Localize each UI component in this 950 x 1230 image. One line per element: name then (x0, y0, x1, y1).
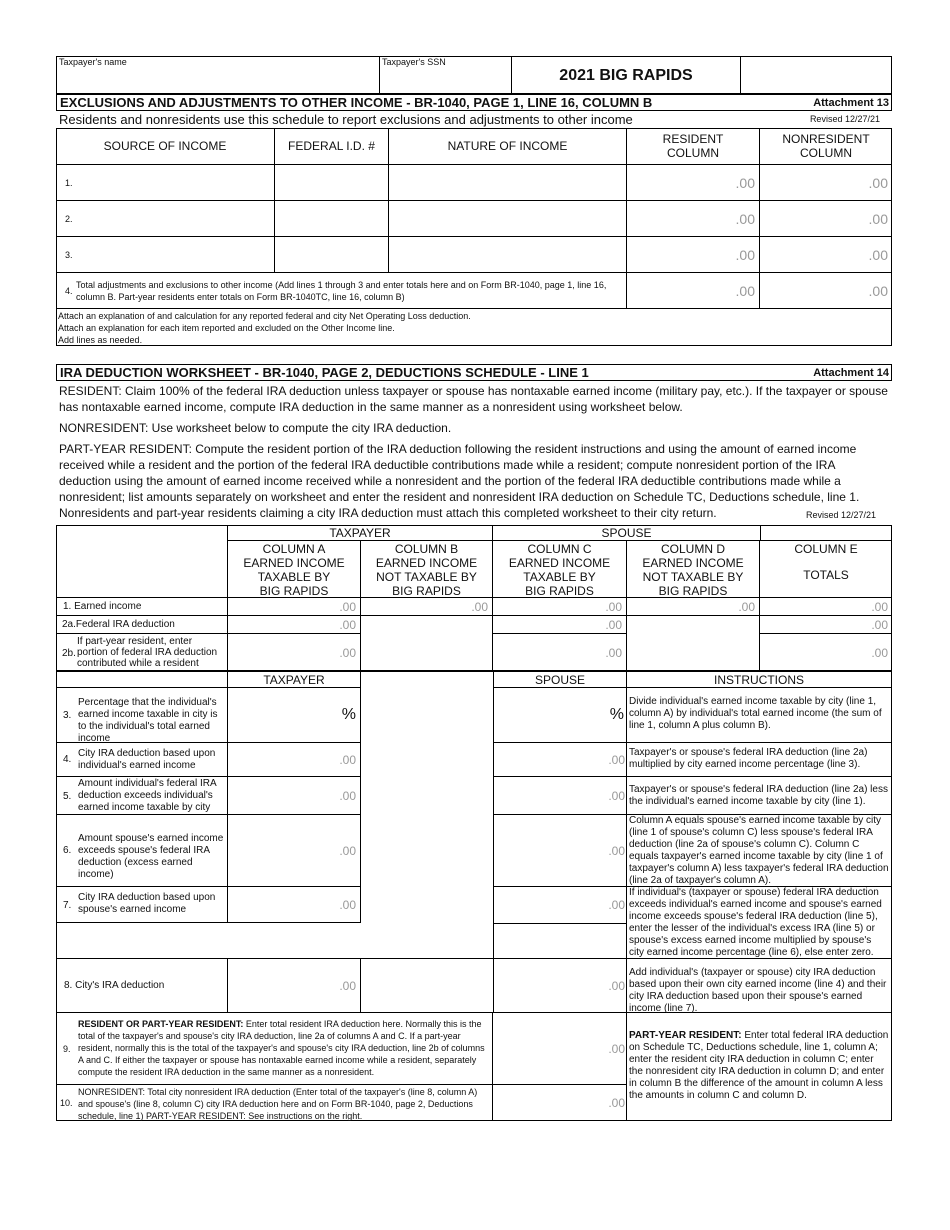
ira-blank-header (56, 525, 228, 598)
ira-line2a-col-e[interactable]: .00 (760, 616, 892, 634)
ira-line910-instructions (627, 1013, 892, 1121)
att13-row-3-nonresident[interactable]: .00 (760, 237, 892, 273)
ira-col-a-header (228, 541, 361, 598)
ira-line10-right-border (627, 1120, 892, 1121)
ira-line6-text: Amount spouse's earned income exceeds spouse's federal IRA deduction (excess earned income) (78, 833, 224, 880)
col-header-line: COLUMN C (527, 542, 592, 556)
col-header-line: EARNED INCOME (508, 556, 611, 570)
ira-line1-label: 1. Earned income (56, 598, 228, 616)
col-header-line: NOT TAXABLE BY (642, 570, 744, 584)
ira-line5-label (56, 777, 228, 815)
ira-line4-num: 4. (63, 754, 72, 765)
att13-note: Attach an explanation for each item reported and excluded on the Other Income line. (58, 323, 395, 333)
ira-line2a-col-a[interactable]: .00 (228, 616, 361, 634)
col-header-line: BIG RAPIDS (658, 584, 728, 598)
att13-line4-label (56, 273, 627, 309)
att13-row-2-resident[interactable]: .00 (627, 201, 760, 237)
att14-para-attach: Nonresidents and part-year residents claiming a city IRA deduction must attach this completed worksheet to their city return. (59, 506, 717, 520)
att13-col-nonresident: NONRESIDENT COLUMN (760, 128, 892, 165)
ira-line10-value[interactable]: .00 (493, 1085, 627, 1121)
col-header-line: COLUMN D (660, 542, 725, 556)
ira-line6-taxpayer[interactable]: .00 (228, 815, 361, 887)
att13-row-num: 2. (65, 213, 73, 224)
ira-line5-instructions: Taxpayer's or spouse's federal IRA deduction (line 2a) less the individual's earned income taxable by city (line 1). (627, 777, 892, 815)
att13-revised: Revised 12/27/21 (809, 114, 880, 124)
ira-col-d-header (627, 541, 760, 598)
att13-note: Add lines as needed. (58, 335, 143, 345)
ira-group-blank (760, 525, 892, 541)
ira-line2a-label: 2a.Federal IRA deduction (56, 616, 228, 634)
att14-para-resident: RESIDENT: Claim 100% of the federal IRA deduction unless taxpayer or spouse has nontaxable earned income (military pay, etc.). If the taxpayer or spouse has nontaxable earned income, compute IRA deduction in the same manner as a nonresident using worksheet below. (59, 384, 888, 414)
col-header-line: COLUMN B (394, 542, 459, 556)
ira-line7-text: City IRA deduction based upon spouse's earned income (78, 892, 216, 915)
ira-line4-spouse[interactable]: .00 (493, 743, 627, 777)
ira-line6-spouse[interactable]: .00 (493, 815, 627, 887)
ira-line5-spouse[interactable]: .00 (493, 777, 627, 815)
percent-sign: % (341, 706, 356, 723)
ira-line7-label (56, 887, 228, 923)
ira-line2b-col-d-blank (627, 634, 760, 672)
att14-revised: Revised 12/27/21 (806, 510, 877, 520)
ira-spacer-left (56, 923, 493, 959)
att13-col-nature: NATURE OF INCOME (389, 128, 627, 165)
col-header-line: TAXABLE BY (257, 570, 331, 584)
ira-line6-instructions: Column A equals spouse's earned income taxable by city (line 1 of spouse's column C) less spouse's federal IRA deduction (line 2a of spouse's column C). Column C equals taxpayer's earned income taxable by city (line 1 of taxpayer's column A) less taxpayer's federal IRA deduction (line 2a of taxpayer's column A). (627, 815, 892, 887)
col-header-line: COLUMN A (262, 542, 326, 556)
ira-line5-taxpayer[interactable]: .00 (228, 777, 361, 815)
taxpayer-ssn-label: Taxpayer's SSN (382, 57, 446, 67)
ira-line8-label: 8. City's IRA deduction (56, 959, 228, 1013)
att14-para-nonresident: NONRESIDENT: Use worksheet below to compute the city IRA deduction. (59, 421, 452, 435)
ira-subheader-taxpayer: TAXPAYER (228, 672, 361, 688)
ira-line9-body: Enter total resident IRA deduction here. Normally this is the total of the taxpayer's and spouse's city IRA deduction, line 2a of columns A and C. If a part-year resident, normally this is the total of the taxpayer's and spouse's city IRA deduction, line 2b of columns A and C. If either the taxpayer or spouse has nontaxable earned income while a resident, separately compute the resident IRA deduction in the same manner as a nonresident. (78, 1019, 485, 1077)
col-header-line: TAXABLE BY (523, 570, 596, 584)
att13-line4-resident[interactable]: .00 (627, 273, 760, 309)
col-header-line: EARNED INCOME (375, 556, 478, 570)
header-blank-field[interactable] (741, 56, 892, 94)
ira-line3-instructions: Divide individual's earned income taxable by city (line 1, column A) by individual's total earned income (the sum of line 1, column A plus column B). (627, 688, 892, 743)
ira-line10-label (56, 1085, 493, 1121)
att13-notes (58, 309, 888, 346)
ira-line4-instructions: Taxpayer's or spouse's federal IRA deduction (line 2a) multiplied by city earned income percentage (line 3). (627, 743, 892, 777)
ira-line2a-col-c[interactable]: .00 (493, 616, 627, 634)
col-header-line: TOTALS (803, 568, 849, 582)
att13-row-3-fedid[interactable] (275, 237, 389, 273)
ira-subheader-spouse: SPOUSE (493, 672, 627, 688)
ira-line2a-col-d-blank (627, 616, 760, 634)
ira-line1-col-d[interactable]: .00 (627, 598, 760, 616)
ira-line1-col-c[interactable]: .00 (493, 598, 627, 616)
ira-line1-col-e[interactable]: .00 (760, 598, 892, 616)
ira-line910-instr-bold: PART-YEAR RESIDENT: (629, 1030, 742, 1041)
ira-line3-label (56, 688, 228, 743)
att14-attachment: Attachment 14 (813, 367, 889, 379)
ira-line7-instructions: If individual's (taxpayer or spouse) federal IRA deduction exceeds individual's earned income and spouse's earned income exceeds spouse's federal IRA deduction (line 5), enter the lesser of the individual's excess IRA (line 5) or spouse's excess earned income multiplied by spouse's city earned income percentage (line 6), else enter zero. (627, 887, 892, 959)
ira-line10-num: 10. (60, 1098, 73, 1108)
col-header-line: EARNED INCOME (243, 556, 345, 570)
att13-row-3-resident[interactable]: .00 (627, 237, 760, 273)
att13-col-source: SOURCE OF INCOME (56, 128, 275, 165)
ira-line7-spouse[interactable]: .00 (493, 887, 627, 923)
ira-line1-col-a[interactable]: .00 (228, 598, 361, 616)
att13-row-num: 3. (65, 249, 73, 260)
taxpayer-name-field[interactable] (56, 56, 380, 94)
ira-group-spouse: SPOUSE (493, 525, 760, 541)
ira-line9-num: 9. (63, 1044, 71, 1054)
percent-sign: % (609, 706, 624, 723)
ira-line9-value[interactable]: .00 (493, 1013, 627, 1085)
ira-line5-num: 5. (63, 791, 72, 802)
ira-line4-text: City IRA deduction based upon individual's earned income (78, 748, 216, 771)
att13-row-2-source[interactable] (56, 201, 275, 237)
ira-line1-col-b[interactable]: .00 (361, 598, 493, 616)
att13-col-fed-id: FEDERAL I.D. # (275, 128, 389, 165)
taxpayer-name-label: Taxpayer's name (59, 57, 127, 67)
ira-line2a-col-b-blank (361, 616, 493, 634)
ira-line4-taxpayer[interactable]: .00 (228, 743, 361, 777)
att13-subtitle: Residents and nonresidents use this schedule to report exclusions and adjustments to other income (59, 112, 633, 127)
ira-line2b-col-b-blank (361, 634, 493, 672)
ira-line7-taxpayer[interactable]: .00 (228, 887, 361, 923)
ira-group-taxpayer: TAXPAYER (228, 525, 493, 541)
ira-col-e-header (760, 541, 892, 598)
col-header-line: COLUMN E (794, 542, 858, 556)
ira-col-c-header (493, 541, 627, 598)
ira-subheader-blank (56, 672, 228, 688)
att13-line4-text: Total adjustments and exclusions to other income (Add lines 1 through 3 and enter totals here and on Form BR-1040, page 1, line 16, column B. Part-year residents enter totals on Form BR-1040TC, line 16, column B) (76, 280, 607, 302)
col-header-line: BIG RAPIDS (525, 584, 594, 598)
att13-note: Attach an explanation of and calculation for any reported federal and city Net Operating Loss deduction. (58, 311, 471, 321)
ira-line9-bold: RESIDENT OR PART-YEAR RESIDENT: (78, 1019, 244, 1029)
att13-title-bar (56, 94, 892, 111)
att13-row-3-nature[interactable] (389, 237, 627, 273)
form-title: 2021 BIG RAPIDS (512, 56, 741, 94)
ira-line2b-col-c[interactable]: .00 (493, 634, 627, 672)
ira-line8-spouse[interactable]: .00 (493, 959, 627, 1013)
att13-row-1-resident[interactable]: .00 (627, 165, 760, 201)
ira-line2b-num: 2b. (62, 648, 76, 659)
att13-row-1-source[interactable] (56, 165, 275, 201)
ira-line910-instr-body: Enter total federal IRA deduction on Schedule TC, Deductions schedule, line 1, column A; enter the resident city IRA deduction in column C; enter the nonresident city IRA deduction in column D; and enter in column B the difference of the amount in column A less the amounts in column C and column D. (629, 1030, 889, 1101)
ira-line3-num: 3. (63, 710, 72, 721)
ira-line2b-label (56, 634, 228, 672)
ira-subheader-instructions: INSTRUCTIONS (627, 672, 892, 688)
ira-line3-text: Percentage that the individual's earned income taxable in city is to the individual's total earned income (78, 697, 218, 744)
att13-line4-num: 4. (65, 286, 73, 296)
col-header-line: BIG RAPIDS (259, 584, 329, 598)
att13-line4-nonresident[interactable]: .00 (760, 273, 892, 309)
taxpayer-ssn-field[interactable] (380, 56, 512, 94)
ira-line9-text (78, 1018, 490, 1078)
ira-line8-instructions: Add individual's (taxpayer or spouse) city IRA deduction based upon their own city earned income (line 4) and their city IRA deduction based upon their spouse's earned income (line 7). (627, 959, 892, 1013)
col-header-line: NOT TAXABLE BY (376, 570, 477, 584)
att14-title-bar (56, 364, 892, 381)
ira-line6-label (56, 815, 228, 887)
att13-row-2-fedid[interactable] (275, 201, 389, 237)
col-header-line: EARNED INCOME (642, 556, 744, 570)
ira-line6-num: 6. (63, 845, 72, 856)
att13-col-resident: RESIDENT COLUMN (627, 128, 760, 165)
ira-col-b-header (361, 541, 493, 598)
ira-line3-taxpayer[interactable] (228, 688, 361, 743)
ira-line2b-col-e[interactable]: .00 (871, 646, 888, 660)
col-header-line: BIG RAPIDS (392, 584, 461, 598)
ira-line2b-text: If part-year resident, enter portion of federal IRA deduction contributed while a resident (77, 636, 218, 669)
att13-row-3-source[interactable] (56, 237, 275, 273)
att13-subtitle-bar (56, 111, 892, 128)
att13-row-1-nature[interactable] (389, 165, 627, 201)
att13-row-1-fedid[interactable] (275, 165, 389, 201)
att13-row-2-nature[interactable] (389, 201, 627, 237)
att14-para-partyear: PART-YEAR RESIDENT: Compute the resident portion of the IRA deduction following the resident instructions and using the amount of earned income received while a resident and the portion of the federal IRA deductible contributions made while a resident; compute nonresident portion of the IRA deduction using the amount of earned income received while a nonresident and the portion of the federal IRA deductible contributions made while a nonresident; list amounts separately on worksheet and enter the resident and nonresident IRA deduction on Schedule TC, Deductions schedule, line 1. (59, 442, 860, 504)
att14-title: IRA DEDUCTION WORKSHEET - BR-1040, PAGE 2, DEDUCTIONS SCHEDULE - LINE 1 (60, 365, 589, 380)
ira-line8-colb-blank (361, 959, 493, 1013)
ira-line4-label (56, 743, 228, 777)
att13-row-1-nonresident[interactable]: .00 (760, 165, 892, 201)
att13-row-2-nonresident[interactable]: .00 (760, 201, 892, 237)
ira-line7-num: 7. (63, 900, 72, 911)
att13-attachment: Attachment 13 (813, 97, 889, 109)
ira-spacer-spouse (493, 923, 627, 959)
ira-line10-text: NONRESIDENT: Total city nonresident IRA deduction (Enter total of the taxpayer's (line 8, column A) and spouse's (line 8, column C) city IRA deduction here and on Form BR-1040, page 2, Deductions schedule, line 1) PART-YEAR RESIDENT: See instructions on the right. (78, 1087, 478, 1121)
att13-title: EXCLUSIONS AND ADJUSTMENTS TO OTHER INCOME - BR-1040, PAGE 1, LINE 16, COLUMN B (60, 95, 653, 110)
ira-line5-text: Amount individual's federal IRA deduction exceeds individual's earned income taxable by city (78, 778, 217, 813)
ira-line8-taxpayer[interactable]: .00 (228, 959, 361, 1013)
ira-line9-label (56, 1013, 493, 1085)
att13-row-num: 1. (65, 177, 73, 188)
ira-line2b-col-a[interactable]: .00 (228, 634, 361, 672)
ira-line3-spouse[interactable] (493, 688, 627, 743)
